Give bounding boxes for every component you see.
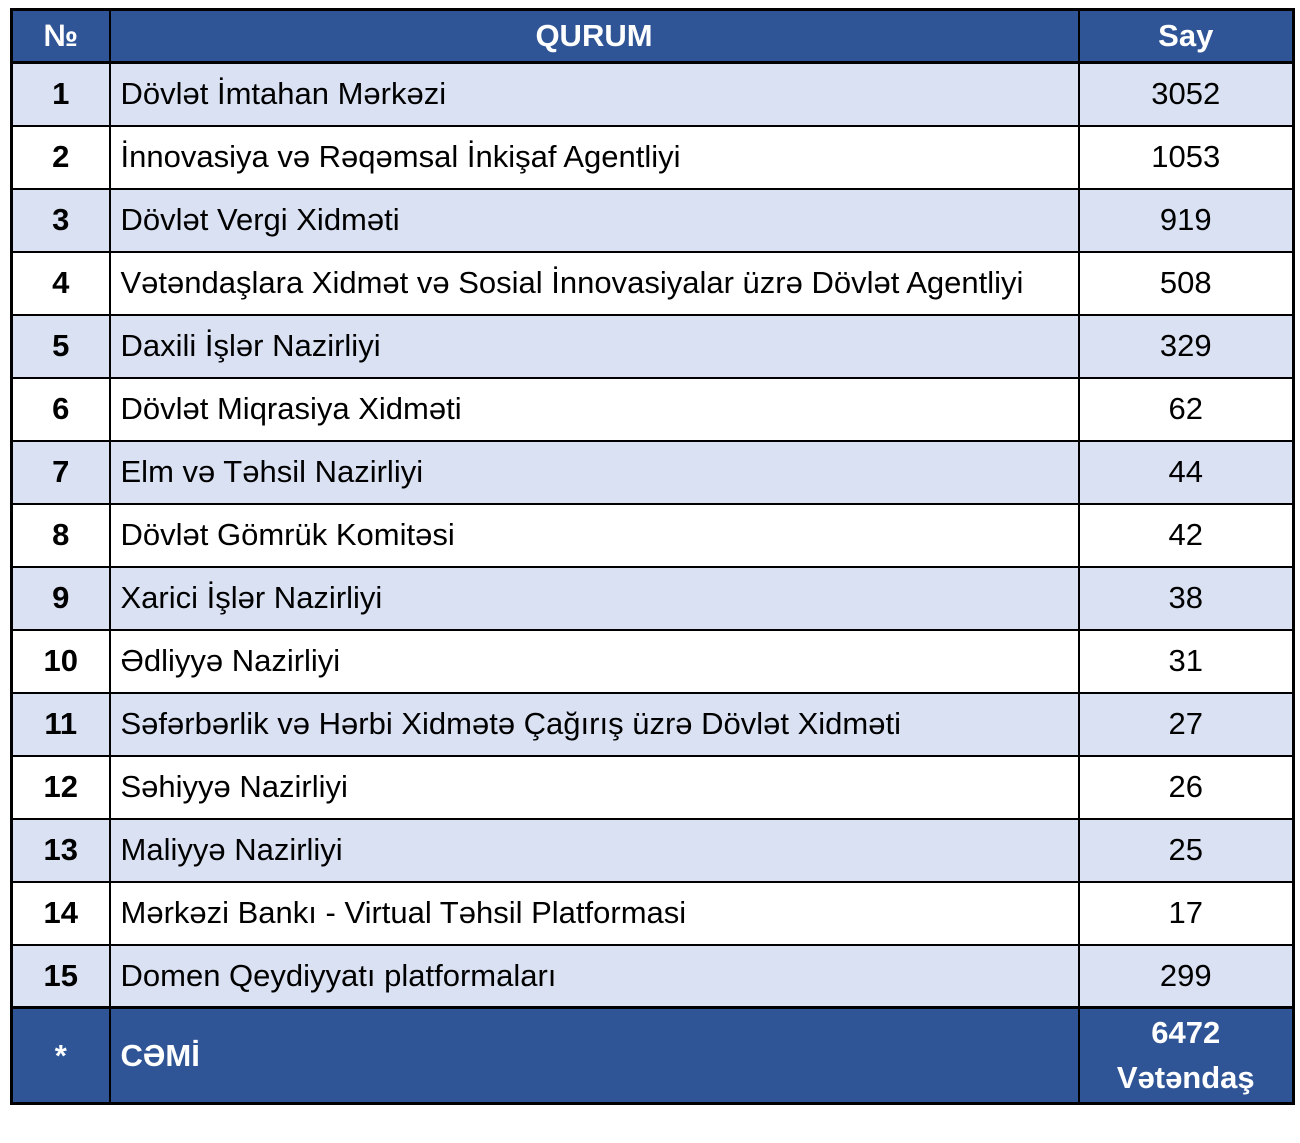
row-number-cell: 13 bbox=[12, 819, 110, 882]
row-number-cell: 4 bbox=[12, 252, 110, 315]
table-row bbox=[12, 126, 1294, 189]
qurum-cell: Maliyyə Nazirliyi bbox=[110, 819, 1079, 882]
qurum-cell: Vətəndaşlara Xidmət və Sosial İnnovasiyalar üzrə Dövlət Agentliyi bbox=[110, 252, 1079, 315]
table-row bbox=[12, 378, 1294, 441]
table-row bbox=[12, 63, 1294, 126]
qurum-cell: Domen Qeydiyyatı platformaları bbox=[110, 945, 1079, 1008]
qurum-cell: Səhiyyə Nazirliyi bbox=[110, 756, 1079, 819]
total-unit: Vətəndaş bbox=[1116, 1059, 1255, 1095]
qurum-cell: Daxili İşlər Nazirliyi bbox=[110, 315, 1079, 378]
row-number-cell: 2 bbox=[12, 126, 110, 189]
say-cell: 42 bbox=[1079, 504, 1294, 567]
row-number-cell: 15 bbox=[12, 945, 110, 1008]
table-row bbox=[12, 189, 1294, 252]
row-number-cell: 1 bbox=[12, 63, 110, 126]
row-number-cell: 12 bbox=[12, 756, 110, 819]
total-row bbox=[12, 1008, 1294, 1104]
table-row bbox=[12, 630, 1294, 693]
table-row bbox=[12, 882, 1294, 945]
table-row bbox=[12, 693, 1294, 756]
row-number-cell: 6 bbox=[12, 378, 110, 441]
row-number-cell: 9 bbox=[12, 567, 110, 630]
say-cell: 44 bbox=[1079, 441, 1294, 504]
qurum-cell: Dövlət Vergi Xidməti bbox=[110, 189, 1079, 252]
header-cell-qurum: QURUM bbox=[110, 10, 1079, 63]
table-row bbox=[12, 756, 1294, 819]
table-row bbox=[12, 441, 1294, 504]
row-number-cell: 8 bbox=[12, 504, 110, 567]
say-cell: 62 bbox=[1079, 378, 1294, 441]
row-number-cell: 14 bbox=[12, 882, 110, 945]
header-row bbox=[12, 10, 1294, 63]
say-cell: 919 bbox=[1079, 189, 1294, 252]
header-cell-no: № bbox=[12, 10, 110, 63]
total-asterisk-cell: * bbox=[12, 1008, 110, 1104]
say-cell: 3052 bbox=[1079, 63, 1294, 126]
table-row bbox=[12, 819, 1294, 882]
say-cell: 508 bbox=[1079, 252, 1294, 315]
table-row bbox=[12, 504, 1294, 567]
table-row bbox=[12, 252, 1294, 315]
say-cell: 38 bbox=[1079, 567, 1294, 630]
table-row bbox=[12, 567, 1294, 630]
table-header bbox=[12, 10, 1294, 63]
qurum-cell: Xarici İşlər Nazirliyi bbox=[110, 567, 1079, 630]
row-number-cell: 5 bbox=[12, 315, 110, 378]
table-row bbox=[12, 315, 1294, 378]
row-number-cell: 11 bbox=[12, 693, 110, 756]
qurum-cell: Dövlət Miqrasiya Xidməti bbox=[110, 378, 1079, 441]
total-label-cell: CƏMİ bbox=[110, 1008, 1079, 1104]
table-body bbox=[12, 63, 1294, 1008]
total-count: 6472 bbox=[1151, 1015, 1221, 1051]
qurum-cell: İnnovasiya və Rəqəmsal İnkişaf Agentliyi bbox=[110, 126, 1079, 189]
table-footer bbox=[12, 1008, 1294, 1104]
total-value-cell bbox=[1079, 1008, 1294, 1104]
say-cell: 329 bbox=[1079, 315, 1294, 378]
header-cell-say: Say bbox=[1079, 10, 1294, 63]
qurum-cell: Mərkəzi Bankı - Virtual Təhsil Platformasi bbox=[110, 882, 1079, 945]
qurum-cell: Səfərbərlik və Hərbi Xidmətə Çağırış üzrə Dövlət Xidməti bbox=[110, 693, 1079, 756]
total-value-stack bbox=[1081, 1011, 1292, 1099]
qurum-cell: Elm və Təhsil Nazirliyi bbox=[110, 441, 1079, 504]
qurum-cell: Ədliyyə Nazirliyi bbox=[110, 630, 1079, 693]
table-row bbox=[12, 945, 1294, 1008]
say-cell: 299 bbox=[1079, 945, 1294, 1008]
say-cell: 26 bbox=[1079, 756, 1294, 819]
qurum-cell: Dövlət İmtahan Mərkəzi bbox=[110, 63, 1079, 126]
row-number-cell: 10 bbox=[12, 630, 110, 693]
say-cell: 31 bbox=[1079, 630, 1294, 693]
say-cell: 17 bbox=[1079, 882, 1294, 945]
say-cell: 25 bbox=[1079, 819, 1294, 882]
qurum-say-table bbox=[10, 8, 1295, 1105]
row-number-cell: 3 bbox=[12, 189, 110, 252]
row-number-cell: 7 bbox=[12, 441, 110, 504]
qurum-cell: Dövlət Gömrük Komitəsi bbox=[110, 504, 1079, 567]
say-cell: 1053 bbox=[1079, 126, 1294, 189]
say-cell: 27 bbox=[1079, 693, 1294, 756]
